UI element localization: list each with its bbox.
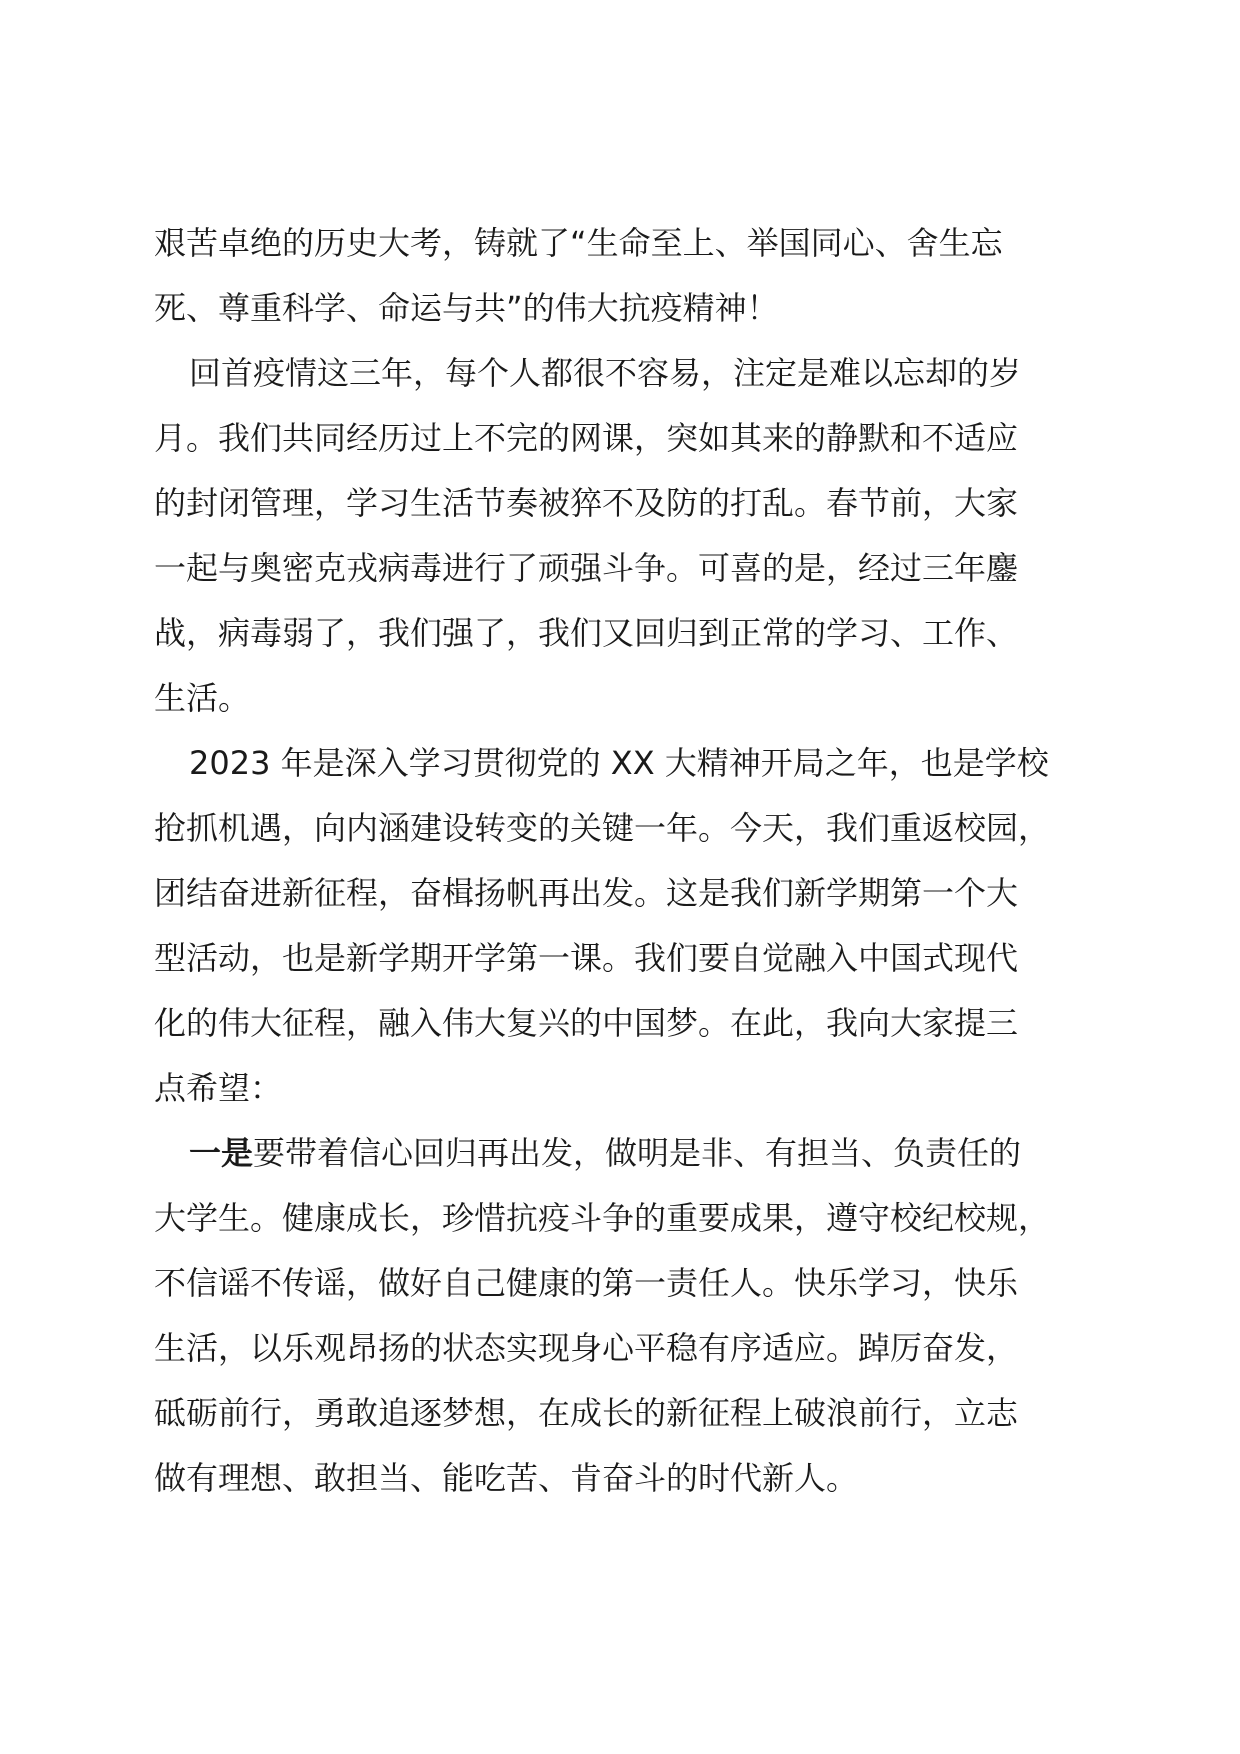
text-line: 月。我们共同经历过上不完的网课，突如其来的静默和不适应 (154, 419, 1019, 457)
text-line: 2023 年是深入学习贯彻党的 XX 大精神开局之年，也是学校 (189, 744, 1049, 782)
paragraph-2 (154, 341, 1094, 731)
text-line: 一起与奥密克戎病毒进行了顽强斗争。可喜的是，经过三年鏖 (154, 549, 1019, 587)
text-line: 生活。 (154, 679, 251, 717)
paragraph-1 (154, 211, 1094, 341)
text-line: 团结奋进新征程，奋楫扬帆再出发。这是我们新学期第一个大 (154, 874, 1019, 912)
point-text: 要带着信心回归再出发，做明是非、有担当、负责任的 (253, 1134, 1022, 1172)
text-line (154, 1121, 1094, 1186)
text-line: 化的伟大征程，融入伟大复兴的中国梦。在此，我向大家提三 (154, 1004, 1019, 1042)
text-line: 大学生。健康成长，珍惜抗疫斗争的重要成果，遵守校纪校规， (154, 1199, 1051, 1237)
text-line: 抢抓机遇，向内涵建设转变的关键一年。今天，我们重返校园， (154, 809, 1051, 847)
paragraph-4 (154, 1121, 1094, 1511)
text-line: 回首疫情这三年，每个人都很不容易，注定是难以忘却的岁 (189, 354, 1022, 392)
text-line: 不信谣不传谣，做好自己健康的第一责任人。快乐学习，快乐 (154, 1264, 1019, 1302)
text-line: 点希望： (154, 1069, 283, 1107)
text-line: 砥砺前行，勇敢追逐梦想，在成长的新征程上破浪前行，立志 (154, 1394, 1019, 1432)
text-line: 做有理想、敢担当、能吃苦、肯奋斗的时代新人。 (154, 1459, 859, 1497)
text-line: 型活动，也是新学期开学第一课。我们要自觉融入中国式现代 (154, 939, 1019, 977)
text-line: 生活，以乐观昂扬的状态实现身心平稳有序适应。踔厉奋发， (154, 1329, 1019, 1367)
text-line: 的封闭管理，学习生活节奏被猝不及防的打乱。春节前，大家 (154, 484, 1019, 522)
paragraph-3 (154, 731, 1094, 1121)
point-marker: 一是 (189, 1134, 254, 1172)
document-body (154, 211, 1094, 1511)
text-line: 死、尊重科学、命运与共”的伟大抗疫精神！ (154, 289, 779, 327)
text-line: 艰苦卓绝的历史大考，铸就了“生命至上、举国同心、舍生忘 (154, 224, 1003, 262)
text-line: 战，病毒弱了，我们强了，我们又回归到正常的学习、工作、 (154, 614, 1019, 652)
